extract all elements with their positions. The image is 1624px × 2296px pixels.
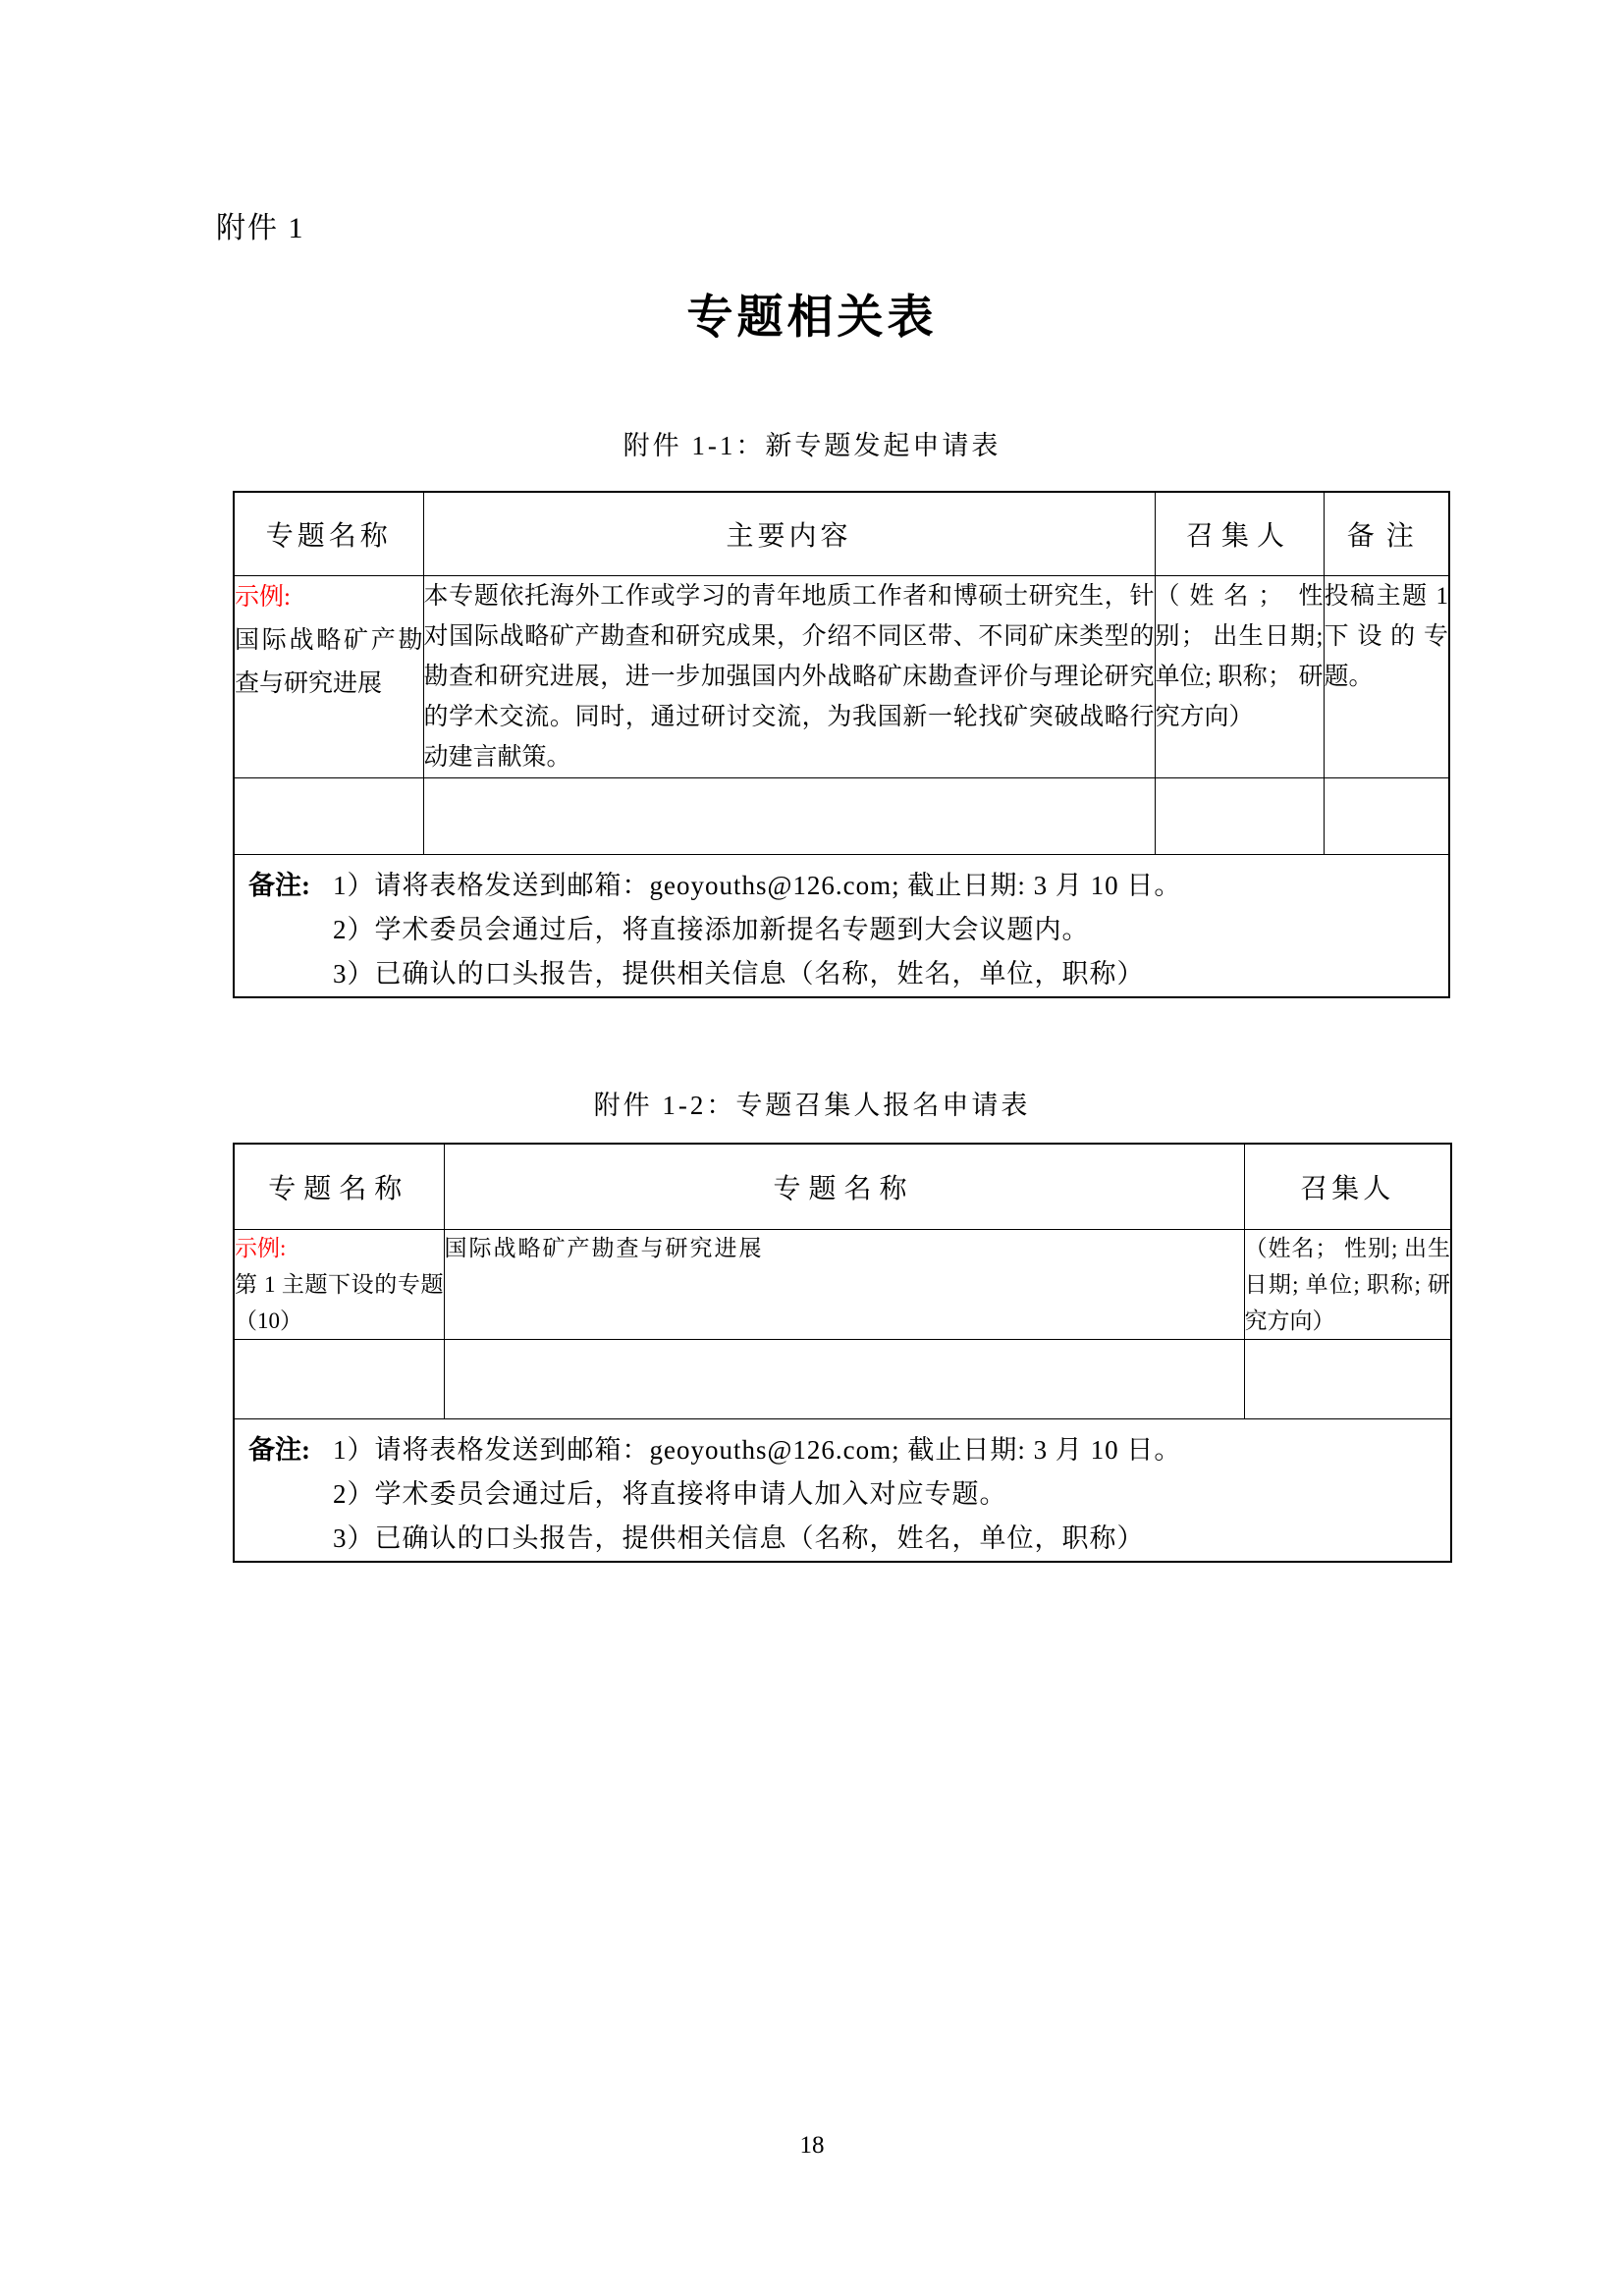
t1-empty-row [234, 777, 1449, 854]
t1-empty-convener-cell [1155, 777, 1324, 854]
t2-topic-name-cell: 国际战略矿产勘查与研究进展 [444, 1229, 1244, 1339]
t1-main-content-cell: 本专题依托海外工作或学习的青年地质工作者和博硕士研究生，针对国际战略矿产勘查和研究成果，介绍不同区带、不同矿床类型的勘查和研究进展，进一步加强国内外战略矿床勘查评价与理论研究的学术交流。同时，通过研讨交流，为我国新一轮找矿突破战略行动建言献策。 [423, 575, 1155, 777]
t1-header-row [234, 492, 1449, 575]
t1-note-2: 2）学术委员会通过后，将直接添加新提名专题到大会议题内。 [333, 914, 1090, 944]
table-convener-signup-application [233, 1143, 1452, 1563]
t1-topic-name-cell [234, 575, 423, 777]
t1-example-label: 示例: [235, 583, 291, 611]
document-title: 专题相关表 [686, 293, 938, 344]
t1-topic-name-text: 国际战略矿产勘查与研究进展 [235, 626, 423, 697]
t2-empty-group-cell [234, 1339, 444, 1418]
t2-topic-group-cell [234, 1229, 444, 1339]
t1-note-3: 3）已确认的口头报告，提供相关信息（名称，姓名，单位，职称） [333, 958, 1145, 988]
t1-header-remark: 备注 [1324, 492, 1449, 575]
section2-heading: 附件 1-2：专题召集人报名申请表 [593, 1091, 1031, 1120]
t2-convener-cell: （姓名； 性别; 出生日期; 单位; 职称; 研究方向） [1244, 1229, 1451, 1339]
t2-header-topic-name-2: 专题名称 [444, 1144, 1244, 1229]
t2-notes-label: 备注: [248, 1434, 310, 1465]
t2-notes-row [234, 1418, 1451, 1562]
page-number: 18 [799, 2132, 825, 2159]
t2-topic-group-text: 第 1 主题下设的专题（10） [235, 1271, 444, 1333]
t1-empty-remark-cell [1324, 777, 1449, 854]
t1-example-row [234, 575, 1449, 777]
table-new-topic-application [233, 491, 1450, 998]
t2-note-2: 2）学术委员会通过后，将直接将申请人加入对应专题。 [333, 1478, 1007, 1509]
t2-example-row [234, 1229, 1451, 1339]
t2-empty-convener-cell [1244, 1339, 1451, 1418]
t2-header-topic-name-1: 专题名称 [234, 1144, 444, 1229]
section1-heading: 附件 1-1：新专题发起申请表 [623, 431, 1001, 460]
t1-note-1: 1）请将表格发送到邮箱：geoyouths@126.com; 截止日期: 3 月 10 日。 [333, 870, 1182, 900]
t1-header-main-content: 主要内容 [423, 492, 1155, 575]
t2-empty-topic-cell [444, 1339, 1244, 1418]
t1-header-topic-name: 专题名称 [234, 492, 423, 575]
t1-notes-row [234, 854, 1449, 997]
t1-notes-label: 备注: [248, 870, 310, 900]
t2-note-1: 1）请将表格发送到邮箱：geoyouths@126.com; 截止日期: 3 月 10 日。 [333, 1434, 1182, 1465]
t2-header-row [234, 1144, 1451, 1229]
t2-header-convener: 召集人 [1244, 1144, 1451, 1229]
t2-example-label: 示例: [235, 1235, 287, 1260]
t1-notes-cell [234, 854, 1449, 997]
t1-convener-cell: （姓名； 性别； 出生日期; 单位; 职称； 研究方向） [1155, 575, 1324, 777]
t1-empty-topic-cell [234, 777, 423, 854]
t2-notes-cell [234, 1418, 1451, 1562]
t2-empty-row [234, 1339, 1451, 1418]
t1-remark-cell: 投稿主题 1 下设的专题。 [1324, 575, 1449, 777]
t2-note-3: 3）已确认的口头报告，提供相关信息（名称，姓名，单位，职称） [333, 1522, 1145, 1553]
t1-empty-main-cell [423, 777, 1155, 854]
t1-header-convener: 召集人 [1155, 492, 1324, 575]
attachment-label: 附件 1 [216, 212, 305, 244]
